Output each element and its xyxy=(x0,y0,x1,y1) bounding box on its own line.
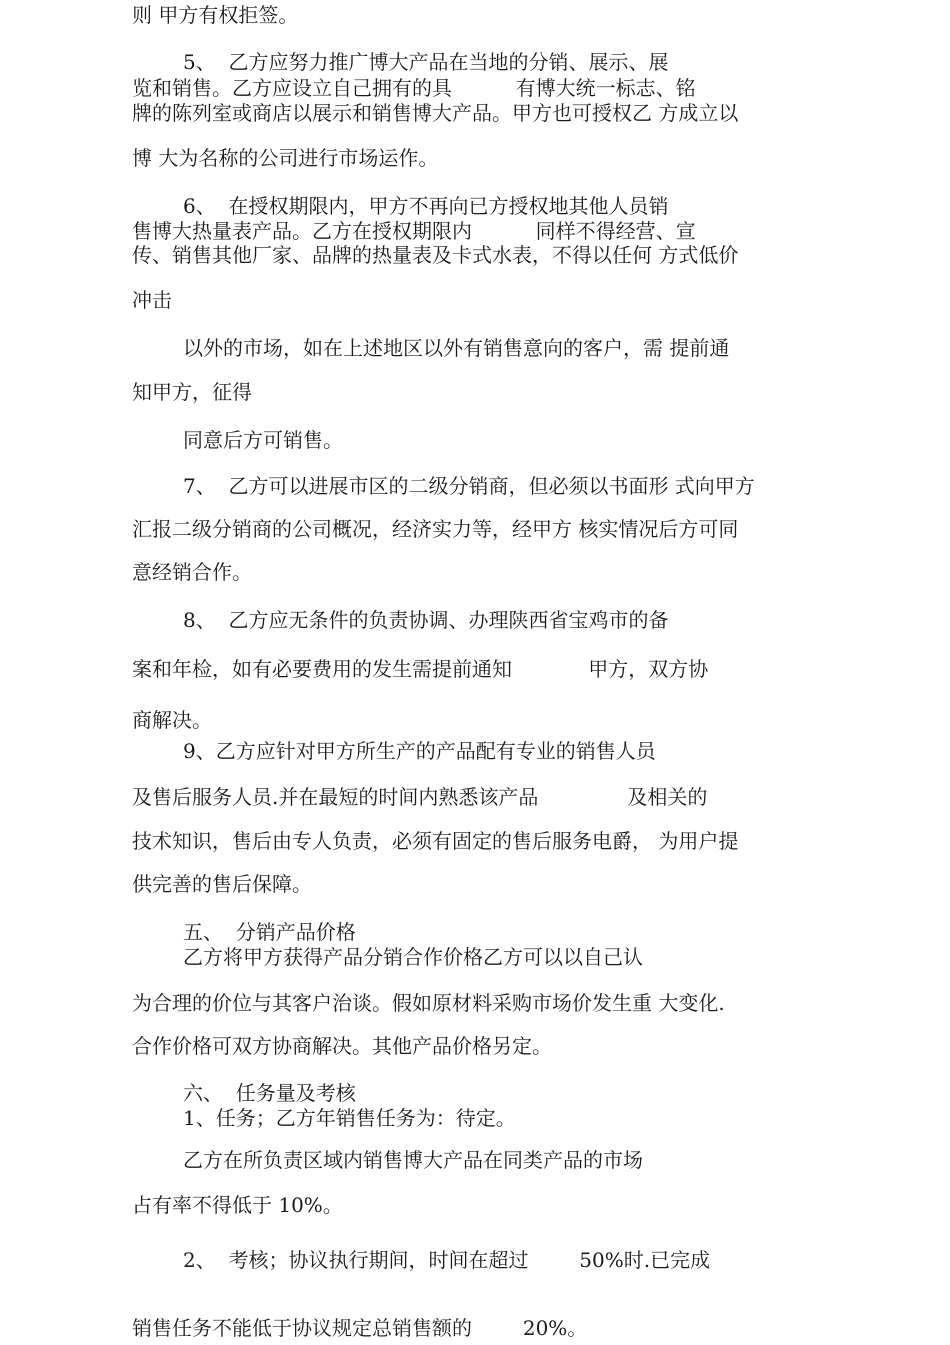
text-line: 占有率不得低于 10%。 xyxy=(132,1193,343,1217)
clause-6-line: 6、 在授权期限内，甲方不再向已方授权地其他人员销 xyxy=(183,194,669,218)
text-line: 博 大为名称的公司进行市场运作。 xyxy=(132,146,439,170)
text-line: 为合理的价位与其客户治谈。假如原材料采购市场价发生重 大变化. xyxy=(132,991,725,1015)
text-line: 商解决。 xyxy=(132,708,212,732)
text-line: 传、销售其他厂家、品牌的热量表及卡式水表，不得以任何 方式低价 xyxy=(132,243,739,267)
text-line: 售博大热量表产品。乙方在授权期限内 同样不得经营、宣 xyxy=(132,219,696,243)
text-line: 知甲方，征得 xyxy=(132,380,252,404)
text-line: 览和销售。乙方应设立自己拥有的具 有博大统一标志、铭 xyxy=(132,76,696,100)
text-line: 销售任务不能低于协议规定总销售额的 20%。 xyxy=(132,1316,588,1340)
clause-9-line: 9、乙方应针对甲方所生产的产品配有专业的销售人员 xyxy=(183,739,656,763)
text-line: 乙方在所负责区域内销售博大产品在同类产品的市场 xyxy=(183,1148,643,1172)
text-line: 技术知识，售后由专人负责，必须有固定的售后服务电爵， 为用户提 xyxy=(132,829,739,853)
text-line: 则 甲方有权拒签。 xyxy=(132,3,299,27)
text-line: 合作价格可双方协商解决。其他产品价格另定。 xyxy=(132,1034,552,1058)
text-line: 牌的陈列室或商店以展示和销售博大产品。甲方也可授权乙 方成立以 xyxy=(132,101,739,125)
clause-8-line: 8、 乙方应无条件的负责协调、办理陕西省宝鸡市的备 xyxy=(183,608,669,632)
text-line: 以外的市场，如在上述地区以外有销售意向的客户，需 提前通 xyxy=(183,336,730,360)
text-line: 2、 考核；协议执行期间，时间在超过 50%时.已完成 xyxy=(183,1248,711,1272)
text-line: 及售后服务人员.并在最短的时间内熟悉该产品 及相关的 xyxy=(132,785,708,809)
text-line: 案和年检，如有必要费用的发生需提前通知 甲方，双方协 xyxy=(132,657,709,681)
text-line: 同意后方可销售。 xyxy=(183,428,343,452)
text-line: 供完善的售后保障。 xyxy=(132,872,312,896)
text-line: 意经销合作。 xyxy=(132,560,252,584)
section-heading-price: 五、 分销产品价格 xyxy=(183,920,356,944)
clause-7-line: 7、 乙方可以进展市区的二级分销商，但必须以书面形 式向甲方 xyxy=(183,474,755,498)
text-line: 冲击 xyxy=(132,288,172,312)
section-heading-tasks: 六、 任务量及考核 xyxy=(183,1081,356,1105)
text-line: 乙方将甲方获得产品分销合作价格乙方可以以自己认 xyxy=(183,945,643,969)
text-line: 1、任务；乙方年销售任务为：待定。 xyxy=(183,1106,516,1130)
clause-5-line: 5、 乙方应努力推广博大产品在当地的分销、展示、展 xyxy=(183,50,669,74)
text-line: 汇报二级分销商的公司概况，经济实力等，经甲方 核实情况后方可同 xyxy=(132,517,739,541)
